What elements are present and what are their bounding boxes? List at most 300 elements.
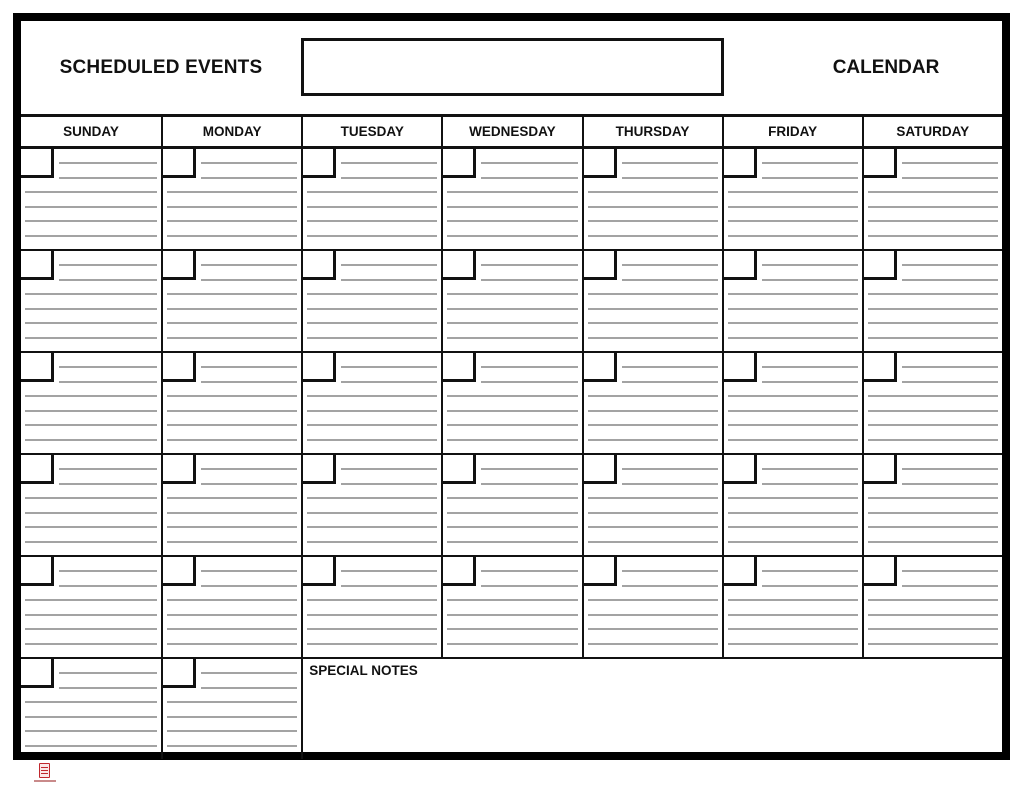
writing-line xyxy=(728,541,858,543)
day-cell[interactable] xyxy=(301,353,441,453)
writing-line xyxy=(25,206,157,208)
writing-line xyxy=(902,279,998,281)
writing-line xyxy=(481,381,577,383)
writing-line xyxy=(59,483,157,485)
writing-line xyxy=(447,322,577,324)
date-number-box[interactable] xyxy=(584,149,617,178)
date-number-box[interactable] xyxy=(443,557,476,586)
day-cell[interactable] xyxy=(441,149,581,249)
writing-line xyxy=(59,672,157,674)
day-header-wednesday: WEDNESDAY xyxy=(441,117,581,146)
day-cell[interactable] xyxy=(161,455,301,555)
writing-line xyxy=(728,337,858,339)
writing-line xyxy=(762,570,858,572)
writing-line xyxy=(341,279,437,281)
writing-line xyxy=(902,381,998,383)
writing-line xyxy=(588,643,718,645)
writing-line xyxy=(728,191,858,193)
day-cell[interactable] xyxy=(441,251,581,351)
writing-line xyxy=(167,541,297,543)
writing-line xyxy=(868,206,998,208)
special-notes-area[interactable] xyxy=(301,659,1002,759)
writing-line xyxy=(728,599,858,601)
writing-line xyxy=(588,322,718,324)
date-number-box[interactable] xyxy=(21,455,54,484)
writing-line xyxy=(341,483,437,485)
writing-line xyxy=(201,570,297,572)
day-header-thursday: THURSDAY xyxy=(582,117,722,146)
writing-line xyxy=(868,337,998,339)
writing-line xyxy=(307,541,437,543)
writing-line xyxy=(728,439,858,441)
writing-line xyxy=(728,293,858,295)
scheduled-events-title: SCHEDULED EVENTS xyxy=(59,57,263,78)
date-number-box[interactable] xyxy=(163,251,196,280)
writing-line xyxy=(588,395,718,397)
writing-line xyxy=(588,424,718,426)
writing-line xyxy=(341,264,437,266)
writing-line xyxy=(622,177,718,179)
day-cell[interactable] xyxy=(21,557,161,657)
writing-line xyxy=(588,235,718,237)
writing-line xyxy=(201,672,297,674)
day-cell[interactable] xyxy=(582,251,722,351)
writing-line xyxy=(341,177,437,179)
writing-line xyxy=(868,439,998,441)
writing-line xyxy=(622,483,718,485)
writing-line xyxy=(481,177,577,179)
writing-line xyxy=(307,599,437,601)
writing-line xyxy=(447,512,577,514)
writing-line xyxy=(868,191,998,193)
date-number-box[interactable] xyxy=(864,149,897,178)
day-cell[interactable] xyxy=(722,149,862,249)
writing-line xyxy=(167,424,297,426)
writing-line xyxy=(341,381,437,383)
writing-line xyxy=(868,643,998,645)
date-number-box[interactable] xyxy=(21,353,54,382)
writing-line xyxy=(25,497,157,499)
day-cell[interactable] xyxy=(862,251,1002,351)
date-number-box[interactable] xyxy=(724,353,757,382)
writing-line xyxy=(59,279,157,281)
day-cell[interactable] xyxy=(161,149,301,249)
writing-line xyxy=(167,599,297,601)
writing-line xyxy=(25,308,157,310)
writing-line xyxy=(307,191,437,193)
writing-line xyxy=(481,366,577,368)
writing-line xyxy=(481,483,577,485)
date-number-box[interactable] xyxy=(303,149,336,178)
writing-line xyxy=(868,599,998,601)
writing-line xyxy=(868,308,998,310)
writing-line xyxy=(902,585,998,587)
day-cell[interactable] xyxy=(21,659,161,759)
date-number-box[interactable] xyxy=(163,353,196,382)
writing-line xyxy=(588,220,718,222)
writing-line xyxy=(622,585,718,587)
writing-line xyxy=(167,308,297,310)
writing-line xyxy=(25,716,157,718)
writing-line xyxy=(588,512,718,514)
writing-line xyxy=(588,439,718,441)
date-number-box[interactable] xyxy=(163,149,196,178)
writing-line xyxy=(25,322,157,324)
writing-line xyxy=(728,614,858,616)
date-number-box[interactable] xyxy=(303,353,336,382)
writing-line xyxy=(25,337,157,339)
date-number-box[interactable] xyxy=(303,251,336,280)
writing-line xyxy=(307,512,437,514)
writing-line xyxy=(25,614,157,616)
writing-line xyxy=(588,614,718,616)
writing-line xyxy=(59,264,157,266)
writing-line xyxy=(902,570,998,572)
writing-line xyxy=(447,424,577,426)
writing-line xyxy=(868,235,998,237)
date-number-box[interactable] xyxy=(21,659,54,688)
writing-line xyxy=(341,162,437,164)
date-number-box[interactable] xyxy=(443,353,476,382)
writing-line xyxy=(447,614,577,616)
week-row xyxy=(21,659,1002,761)
writing-line xyxy=(25,220,157,222)
day-headers xyxy=(21,117,1002,149)
week-row xyxy=(21,353,1002,455)
writing-line xyxy=(868,322,998,324)
writing-line xyxy=(167,337,297,339)
day-cell[interactable] xyxy=(862,455,1002,555)
date-number-box[interactable] xyxy=(303,557,336,586)
date-number-box[interactable] xyxy=(163,557,196,586)
writing-line xyxy=(167,526,297,528)
week-row xyxy=(21,251,1002,353)
date-number-box[interactable] xyxy=(303,455,336,484)
writing-line xyxy=(762,162,858,164)
writing-line xyxy=(588,599,718,601)
day-cell[interactable] xyxy=(722,557,862,657)
date-number-box[interactable] xyxy=(584,557,617,586)
day-cell[interactable] xyxy=(441,455,581,555)
writing-line xyxy=(728,206,858,208)
writing-line xyxy=(447,526,577,528)
writing-line xyxy=(25,512,157,514)
week-row xyxy=(21,557,1002,659)
writing-line xyxy=(762,264,858,266)
day-cell[interactable] xyxy=(862,353,1002,453)
writing-line xyxy=(341,585,437,587)
date-number-box[interactable] xyxy=(724,455,757,484)
day-cell[interactable] xyxy=(301,557,441,657)
writing-line xyxy=(167,206,297,208)
day-cell[interactable] xyxy=(21,149,161,249)
calendar-frame xyxy=(13,13,1010,760)
writing-line xyxy=(167,701,297,703)
writing-line xyxy=(167,220,297,222)
writing-line xyxy=(307,337,437,339)
writing-line xyxy=(588,308,718,310)
day-cell[interactable] xyxy=(862,149,1002,249)
writing-line xyxy=(447,191,577,193)
day-cell[interactable] xyxy=(582,149,722,249)
writing-line xyxy=(167,614,297,616)
writing-line xyxy=(307,206,437,208)
writing-line xyxy=(25,541,157,543)
date-number-box[interactable] xyxy=(443,251,476,280)
writing-line xyxy=(622,570,718,572)
date-number-box[interactable] xyxy=(21,251,54,280)
day-header-tuesday: TUESDAY xyxy=(301,117,441,146)
writing-line xyxy=(447,337,577,339)
date-number-box[interactable] xyxy=(584,251,617,280)
writing-line xyxy=(307,308,437,310)
writing-line xyxy=(341,366,437,368)
writing-line xyxy=(728,308,858,310)
writing-line xyxy=(588,293,718,295)
writing-line xyxy=(481,570,577,572)
writing-line xyxy=(167,497,297,499)
writing-line xyxy=(762,279,858,281)
writing-line xyxy=(167,395,297,397)
writing-line xyxy=(868,541,998,543)
day-cell[interactable] xyxy=(862,557,1002,657)
day-cell[interactable] xyxy=(301,251,441,351)
day-cell[interactable] xyxy=(582,557,722,657)
writing-line xyxy=(167,235,297,237)
writing-line xyxy=(59,177,157,179)
writing-line xyxy=(622,468,718,470)
writing-line xyxy=(588,337,718,339)
date-number-box[interactable] xyxy=(724,557,757,586)
day-cell[interactable] xyxy=(301,149,441,249)
writing-line xyxy=(868,526,998,528)
writing-line xyxy=(447,206,577,208)
date-number-box[interactable] xyxy=(584,353,617,382)
writing-line xyxy=(868,410,998,412)
date-number-box[interactable] xyxy=(864,455,897,484)
date-number-box[interactable] xyxy=(443,149,476,178)
writing-line xyxy=(25,701,157,703)
writing-line xyxy=(201,483,297,485)
writing-line xyxy=(201,177,297,179)
writing-line xyxy=(447,599,577,601)
writing-line xyxy=(588,410,718,412)
writing-line xyxy=(341,570,437,572)
writing-line xyxy=(728,395,858,397)
writing-line xyxy=(167,191,297,193)
date-number-box[interactable] xyxy=(21,557,54,586)
writing-line xyxy=(902,366,998,368)
writing-line xyxy=(868,395,998,397)
logo-caption xyxy=(34,780,56,782)
writing-line xyxy=(622,381,718,383)
writing-line xyxy=(447,541,577,543)
day-header-monday: MONDAY xyxy=(161,117,301,146)
writing-line xyxy=(447,628,577,630)
day-cell[interactable] xyxy=(161,353,301,453)
writing-line xyxy=(481,585,577,587)
writing-line xyxy=(59,687,157,689)
writing-line xyxy=(902,162,998,164)
writing-line xyxy=(762,585,858,587)
writing-line xyxy=(167,628,297,630)
writing-line xyxy=(622,366,718,368)
writing-line xyxy=(167,322,297,324)
weeks-container xyxy=(21,149,1002,761)
writing-line xyxy=(307,497,437,499)
writing-line xyxy=(588,526,718,528)
writing-line xyxy=(307,410,437,412)
writing-line xyxy=(588,497,718,499)
writing-line xyxy=(481,279,577,281)
writing-line xyxy=(201,381,297,383)
day-cell[interactable] xyxy=(161,251,301,351)
writing-line xyxy=(868,614,998,616)
writing-line xyxy=(902,483,998,485)
writing-line xyxy=(59,585,157,587)
writing-line xyxy=(25,410,157,412)
date-number-box[interactable] xyxy=(864,353,897,382)
writing-line xyxy=(25,643,157,645)
writing-line xyxy=(59,570,157,572)
writing-line xyxy=(447,220,577,222)
month-name-field[interactable] xyxy=(301,38,724,96)
special-notes-label: SPECIAL NOTES xyxy=(309,663,418,678)
notebook-glyph xyxy=(39,763,50,778)
date-number-box[interactable] xyxy=(443,455,476,484)
day-cell[interactable] xyxy=(582,455,722,555)
writing-line xyxy=(762,366,858,368)
writing-line xyxy=(201,687,297,689)
writing-line xyxy=(868,497,998,499)
date-number-box[interactable] xyxy=(163,659,196,688)
writing-line xyxy=(902,177,998,179)
day-cell[interactable] xyxy=(161,659,301,759)
writing-line xyxy=(59,381,157,383)
writing-line xyxy=(307,643,437,645)
writing-line xyxy=(25,730,157,732)
writing-line xyxy=(902,468,998,470)
writing-line xyxy=(447,497,577,499)
week-row xyxy=(21,149,1002,251)
writing-line xyxy=(307,628,437,630)
writing-line xyxy=(447,235,577,237)
writing-line xyxy=(25,745,157,747)
date-number-box[interactable] xyxy=(21,149,54,178)
writing-line xyxy=(307,293,437,295)
writing-line xyxy=(201,264,297,266)
day-header-friday: FRIDAY xyxy=(722,117,862,146)
writing-line xyxy=(728,497,858,499)
writing-line xyxy=(59,468,157,470)
day-cell[interactable] xyxy=(722,353,862,453)
writing-line xyxy=(341,468,437,470)
calendar-title: CALENDAR xyxy=(832,57,940,78)
writing-line xyxy=(868,293,998,295)
day-cell[interactable] xyxy=(722,251,862,351)
writing-line xyxy=(25,191,157,193)
writing-line xyxy=(167,512,297,514)
writing-line xyxy=(201,468,297,470)
day-cell[interactable] xyxy=(301,455,441,555)
writing-line xyxy=(447,410,577,412)
writing-line xyxy=(868,628,998,630)
date-number-box[interactable] xyxy=(864,557,897,586)
day-cell[interactable] xyxy=(582,353,722,453)
writing-line xyxy=(622,279,718,281)
day-header-saturday: SATURDAY xyxy=(862,117,1002,146)
writing-line xyxy=(201,585,297,587)
writing-line xyxy=(868,220,998,222)
date-number-box[interactable] xyxy=(724,149,757,178)
writing-line xyxy=(762,381,858,383)
writing-line xyxy=(902,264,998,266)
date-number-box[interactable] xyxy=(724,251,757,280)
writing-line xyxy=(762,483,858,485)
writing-line xyxy=(307,220,437,222)
writing-line xyxy=(307,395,437,397)
day-cell[interactable] xyxy=(161,557,301,657)
writing-line xyxy=(588,191,718,193)
day-cell[interactable] xyxy=(21,251,161,351)
writing-line xyxy=(167,410,297,412)
writing-line xyxy=(307,439,437,441)
day-cell[interactable] xyxy=(21,455,161,555)
writing-line xyxy=(59,366,157,368)
writing-line xyxy=(167,643,297,645)
writing-line xyxy=(728,512,858,514)
date-number-box[interactable] xyxy=(864,251,897,280)
day-cell[interactable] xyxy=(441,353,581,453)
writing-line xyxy=(59,162,157,164)
writing-line xyxy=(201,279,297,281)
writing-line xyxy=(201,366,297,368)
day-cell[interactable] xyxy=(21,353,161,453)
calendar-grid xyxy=(21,114,1002,754)
writing-line xyxy=(868,512,998,514)
writing-line xyxy=(481,468,577,470)
writing-line xyxy=(622,162,718,164)
writing-line xyxy=(25,395,157,397)
writing-line xyxy=(307,424,437,426)
writing-line xyxy=(481,162,577,164)
day-cell[interactable] xyxy=(441,557,581,657)
writing-line xyxy=(25,235,157,237)
writing-line xyxy=(307,526,437,528)
writing-line xyxy=(447,308,577,310)
writing-line xyxy=(728,643,858,645)
writing-line xyxy=(588,541,718,543)
writing-line xyxy=(167,730,297,732)
writing-line xyxy=(25,439,157,441)
writing-line xyxy=(728,526,858,528)
date-number-box[interactable] xyxy=(584,455,617,484)
writing-line xyxy=(25,599,157,601)
date-number-box[interactable] xyxy=(163,455,196,484)
writing-line xyxy=(762,177,858,179)
writing-line xyxy=(167,716,297,718)
writing-line xyxy=(728,235,858,237)
writing-line xyxy=(588,206,718,208)
writing-line xyxy=(447,395,577,397)
day-cell[interactable] xyxy=(722,455,862,555)
writing-line xyxy=(25,628,157,630)
writing-line xyxy=(728,424,858,426)
writing-line xyxy=(762,468,858,470)
writing-line xyxy=(307,614,437,616)
writing-line xyxy=(447,643,577,645)
day-header-sunday: SUNDAY xyxy=(63,124,119,139)
